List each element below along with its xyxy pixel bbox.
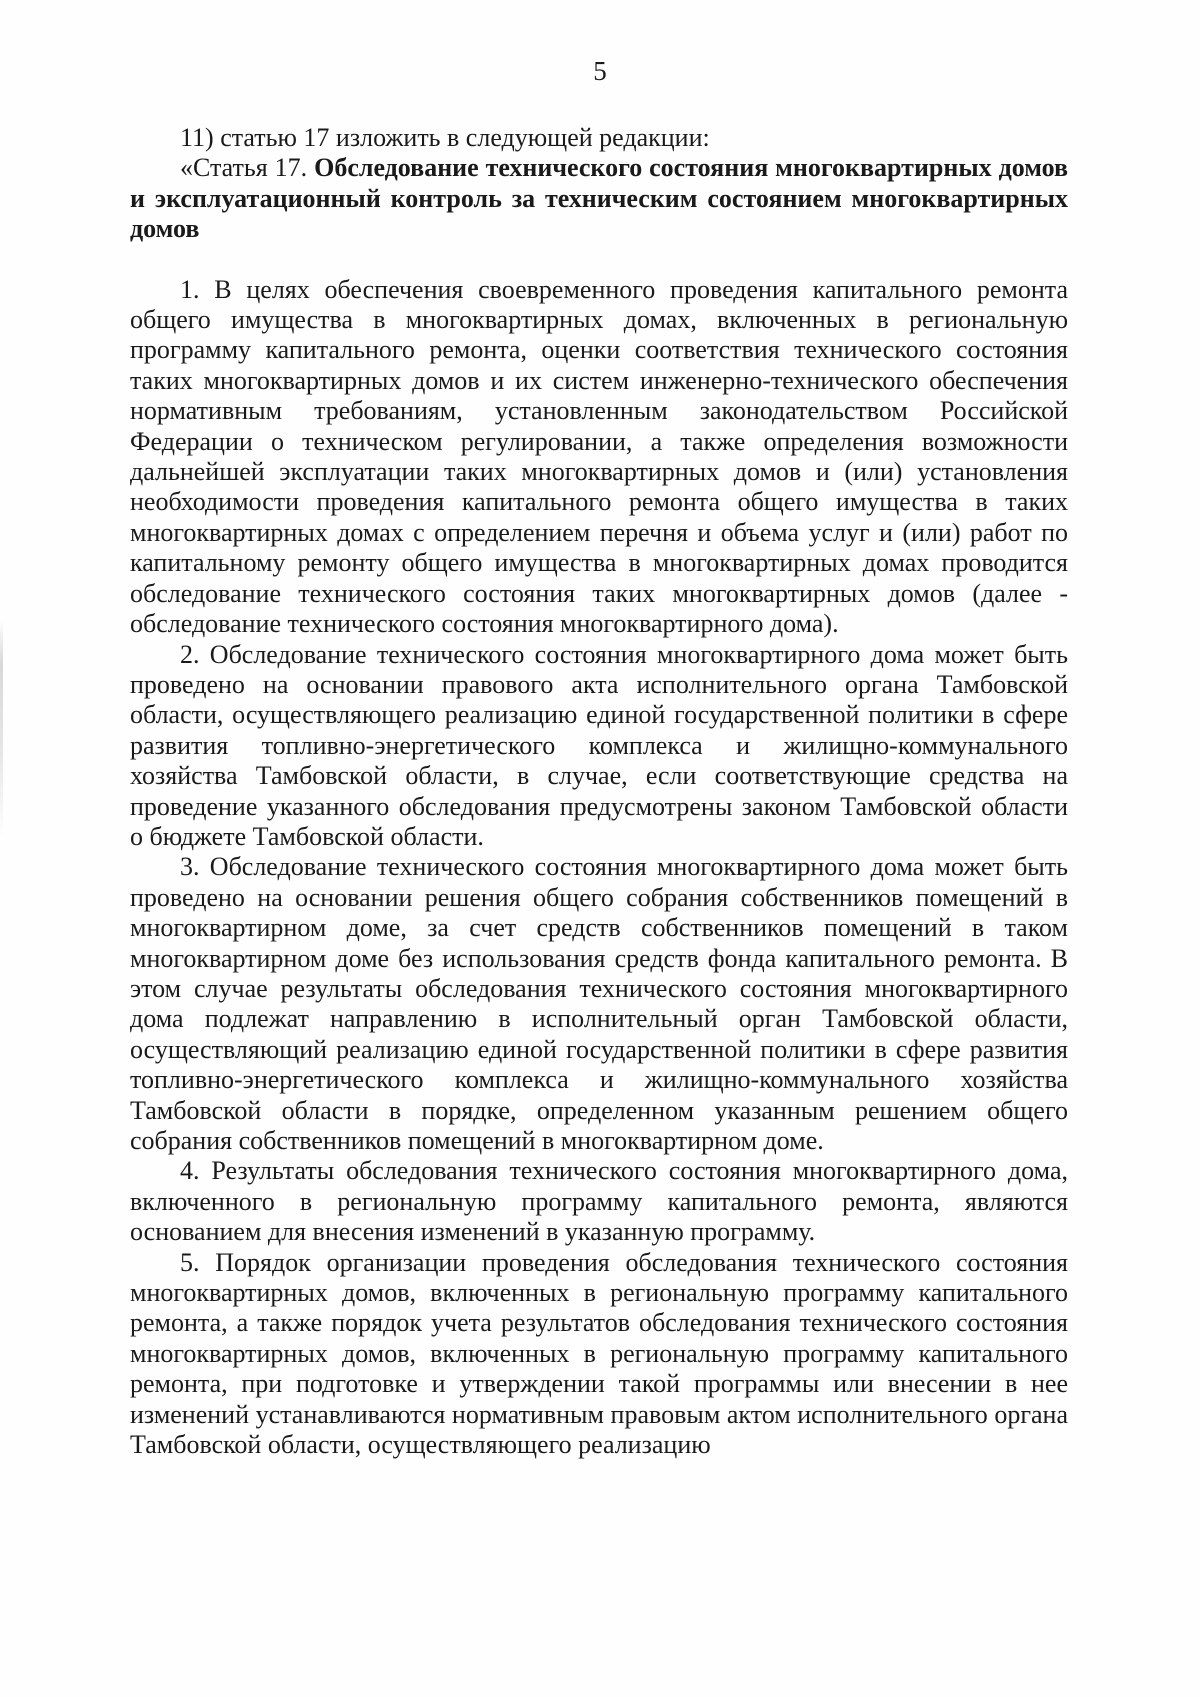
paragraph-2: 2. Обследование технического состояния многоквартирного дома может быть проведено на основании правового акта исполнительного органа Тамбовской области, осуществляющего реализацию единой государственной политики в сфере развития топливно-энергетического комплекса и жилищно-коммунального хозяйства Тамбовской области, в случае, если соответствующие средства на проведение указанного обследования предусмотрены законом Тамбовской области о бюджете Тамбовской области. — [130, 639, 1068, 851]
article-heading — [130, 153, 1068, 244]
paragraph-5: 5. Порядок организации проведения обследования технического состояния многоквартирных домов, включенных в региональную программу капитального ремонта, а также порядок учета результатов обследования технического состояния многоквартирных домов, включенных в региональную программу капитального ремонта, при подготовке и утверждении такой программы или внесении в нее изменений устанавливаются нормативным правовым актом исполнительного органа Тамбовской области, осуществляющего реализацию — [130, 1247, 1068, 1460]
scan-edge-shadow — [0, 620, 3, 840]
heading-spacer — [130, 245, 1068, 275]
paragraph-1: 1. В целях обеспечения своевременного проведения капитального ремонта общего имущества в многоквартирных домах, включенных в региональную программу капитального ремонта, оценки соответствия технического состояния таких многоквартирных домов и их систем инженерно-технического обеспечения нормативным требованиям, установленным законодательством Российской Федерации о техническом регулировании, а также определения возможности дальнейшей эксплуатации таких многоквартирных домов и (или) установления необходимости проведения капитального ремонта общего имущества в таких многоквартирных домах с определением перечня и объема услуг и (или) работ по капитальному ремонту общего имущества в многоквартирных домах проводится обследование технического состояния таких многоквартирных домов (далее - обследование технического состояния многоквартирного дома). — [130, 274, 1068, 639]
page-number: 5 — [593, 56, 607, 86]
amendment-intro: 11) статью 17 изложить в следующей редакции: — [180, 123, 710, 152]
article-title: Обследование технического состояния многоквартирных домов и эксплуатационный контроль за техническим состоянием многоквартирных домов — [130, 153, 1069, 244]
paragraph-3: 3. Обследование технического состояния многоквартирного дома может быть проведено на основании решения общего собрания собственников помещений в многоквартирном доме, за счет средств собственников помещений в таком многоквартирном доме без использования средств фонда капитального ремонта. В этом случае результаты обследования технического состояния многоквартирного дома подлежат направлению в исполнительный орган Тамбовской области, осуществляющий реализацию единой государственной политики в сфере развития топливно-энергетического комплекса и жилищно-коммунального хозяйства Тамбовской области в порядке, определенном указанным решением общего собрания собственников помещений в многоквартирном доме. — [130, 852, 1068, 1155]
document-body — [130, 123, 1068, 1460]
article-prefix: «Статья 17. — [180, 153, 308, 183]
paragraph-4: 4. Результаты обследования технического состояния многоквартирного дома, включенного в региональную программу капитального ремонта, являются основанием для внесения изменений в указанную программу. — [130, 1156, 1068, 1247]
